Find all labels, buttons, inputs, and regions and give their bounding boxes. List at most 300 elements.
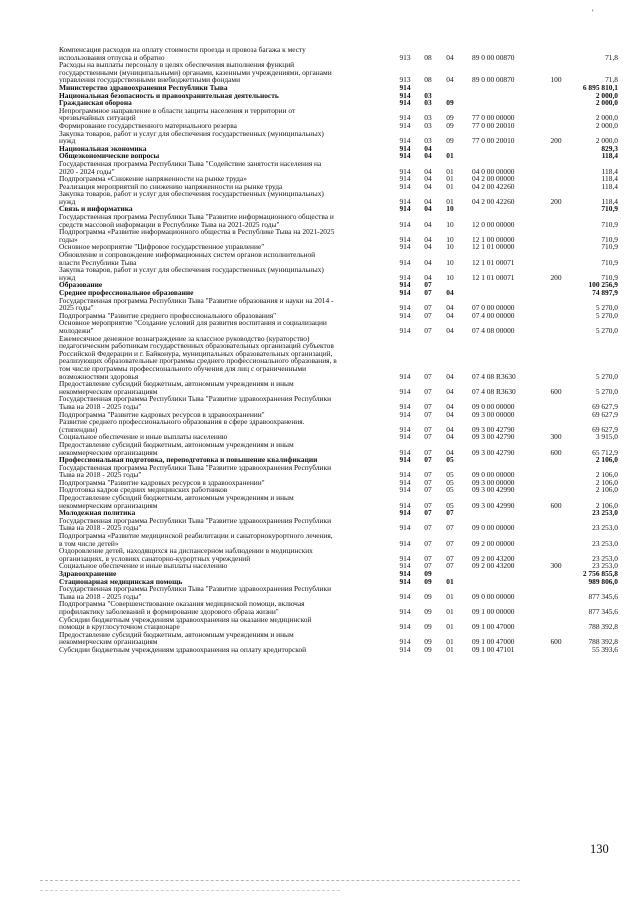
row-amount: 3 915,0 [595,432,618,442]
row-section-code: 09 [424,606,432,616]
table-row [0,46,639,61]
row-subsection-code: 01 [446,196,454,206]
row-grbs-code: 914 [399,257,411,267]
row-description: Компенсация расходов на оплату стоимости проезда и провоза багажа к месту использования отпуска и обратно [59,45,306,62]
row-grbs-code: 914 [399,432,411,442]
row-amount: 118,4 [601,166,618,176]
row-target-article: 04 2 00 00000 [472,174,515,184]
row-target-article: 04 2 00 42260 [472,196,515,206]
row-subsection-code: 09 [446,98,454,108]
row-expense-type: 100 [550,75,562,85]
row-subsection-code: 07 [446,561,454,571]
row-section-code: 03 [424,98,432,108]
row-section-code: 07 [424,500,432,510]
row-subsection-code: 01 [446,576,454,586]
row-grbs-code: 914 [399,234,411,244]
row-description: Основное мероприятие "Цифровое государственное управление" [59,242,265,252]
row-subsection-code: 09 [446,113,454,123]
row-subsection-code: 04 [446,52,454,62]
row-description: Профессиональная подготовка, переподготовка и повышение квалификации [59,455,318,465]
row-amount: 2 000,0 [595,90,618,100]
row-target-article: 07 4 00 00000 [472,310,515,320]
row-target-article: 04 2 00 42260 [472,181,515,191]
row-amount: 5 270,0 [595,386,618,396]
row-description: Предоставление субсидий бюджетным, автономным учреждениям и иным некоммерческим организациям [59,439,294,457]
row-section-code: 04 [424,219,432,229]
row-section-code: 07 [424,280,432,290]
page-number: 130 [590,842,609,856]
row-subsection-code: 07 [446,538,454,548]
row-amount: 2 106,0 [595,455,618,465]
row-grbs-code: 913 [399,75,411,85]
row-section-code: 09 [424,591,432,601]
row-grbs-code: 914 [399,447,411,457]
row-description: Предоставление субсидий бюджетным, автономным учреждениям и иным некоммерческим организациям [59,493,294,510]
row-grbs-code: 914 [399,196,411,206]
row-target-article: 12 1 01 00071 [472,272,515,282]
row-subsection-code: 09 [446,136,454,146]
row-subsection-code: 05 [446,477,454,487]
row-expense-type: 200 [550,136,562,146]
row-grbs-code: 914 [399,606,411,616]
row-section-code: 04 [424,234,432,244]
row-grbs-code: 914 [399,113,411,123]
table-row [0,646,639,654]
row-subsection-code: 01 [446,181,454,191]
row-section-code: 09 [424,576,432,586]
row-target-article: 09 3 00 42790 [472,432,515,442]
row-amount: 2 106,0 [595,485,618,495]
row-amount: 2 000,0 [595,98,618,108]
row-section-code: 03 [424,90,432,100]
row-amount: 118,4 [601,196,618,206]
row-grbs-code: 914 [399,272,411,282]
row-subsection-code: 01 [446,166,454,176]
row-target-article: 09 3 00 42990 [472,485,515,495]
row-description: Основное мероприятие "Создание условий для развития воспитания и социализации молодежи" [59,318,327,335]
row-section-code: 04 [424,272,432,282]
row-subsection-code: 09 [446,120,454,130]
row-section-code: 07 [424,447,432,457]
row-target-article: 77 0 00 20010 [472,120,515,130]
row-grbs-code: 914 [399,98,411,108]
row-section-code: 03 [424,120,432,130]
row-description: Министерство здравоохранения Республики Тыва [59,82,228,92]
row-amount: 23 253,0 [592,523,618,533]
row-grbs-code: 914 [399,477,411,487]
row-description: Предоставление субсидий бюджетным, автономным учреждениям и иным некоммерческим организациям [59,629,294,647]
row-amount: 23 253,0 [592,561,618,571]
table-row [0,494,639,509]
row-amount: 118,4 [601,174,618,184]
row-amount: 710,9 [601,257,618,267]
row-description: Развитие среднего профессионального образования в сфере здравоохранения. (стипендии) [59,417,305,434]
row-section-code: 07 [424,553,432,563]
table-row [0,631,639,646]
row-subsection-code: 10 [446,257,454,267]
row-section-code: 09 [424,569,432,579]
row-amount: 2 000,0 [595,136,618,146]
row-amount: 710,9 [601,242,618,252]
row-description: Оздоровление детей, находящихся на диспансерном наблюдении в медицинских организациях, в условиях санаторно-курортных учреждений [59,546,313,563]
row-grbs-code: 914 [399,120,411,130]
row-expense-type: 600 [550,637,562,647]
row-description: Образование [59,280,103,290]
row-grbs-code: 914 [399,371,411,381]
row-subsection-code: 04 [446,424,454,434]
row-grbs-code: 914 [399,561,411,571]
row-amount: 69 627,9 [592,424,618,434]
row-description: Закупка товаров, работ и услуг для обеспечения государственных (муниципальных) нужд [59,128,324,146]
row-amount: 5 270,0 [595,325,618,335]
row-section-code: 04 [424,174,432,184]
row-section-code: 07 [424,432,432,442]
row-description: Связь и информатика [59,204,133,214]
row-target-article: 09 3 00 42790 [472,447,515,457]
row-grbs-code: 914 [399,401,411,411]
row-grbs-code: 914 [399,174,411,184]
row-section-code: 04 [424,151,432,161]
row-grbs-code: 914 [399,219,411,229]
row-grbs-code: 914 [399,500,411,510]
row-section-code: 04 [424,181,432,191]
table-row [0,418,639,433]
row-grbs-code: 914 [399,455,411,465]
table-row [0,395,639,410]
table-row [0,585,639,600]
row-subsection-code: 04 [446,325,454,335]
row-section-code: 07 [424,470,432,480]
row-target-article: 89 0 00 00870 [472,75,515,85]
row-description: Государственная программа Республики Тыва "Развитие информационного общества и средств массовой информации в Республике Тыва на 2021-2025 годы" [59,212,334,229]
row-grbs-code: 913 [399,52,411,62]
row-description: Подпрограмма "Развитие среднего профессионального образования" [59,310,277,320]
row-description: Предоставление субсидий бюджетным, автономным учреждениям и иным некоммерческим организациям [59,379,294,396]
row-section-code: 07 [424,288,432,298]
row-amount: 788 392,8 [588,637,618,647]
row-target-article: 07 4 08 R3630 [472,386,516,396]
row-section-code: 04 [424,166,432,176]
row-section-code: 07 [424,325,432,335]
row-target-article: 09 3 00 42790 [472,424,515,434]
row-description: Государственная программа Республики Тыва "Развитие здравоохранения Республики Тыва на 2018 - 2025 годы" [59,394,332,411]
row-target-article: 04 0 00 00000 [472,166,515,176]
row-subsection-code: 04 [446,371,454,381]
row-subsection-code: 01 [446,644,454,654]
row-subsection-code: 05 [446,470,454,480]
table-row [0,441,639,456]
row-description: Государственная программа Республики Тыва "Развитие образования и науки на 2014 - 2025 годы" [59,295,334,313]
row-target-article: 09 3 00 42990 [472,500,515,510]
row-section-code: 03 [424,136,432,146]
row-grbs-code: 914 [399,280,411,290]
row-section-code: 04 [424,242,432,252]
row-subsection-code: 04 [446,447,454,457]
row-amount: 69 627,9 [592,409,618,419]
table-row [0,251,639,266]
row-amount: 710,9 [601,234,618,244]
row-amount: 788 392,8 [588,622,618,632]
row-target-article: 09 2 00 43200 [472,553,515,563]
row-target-article: 12 0 00 00000 [472,219,515,229]
row-subsection-code: 10 [446,242,454,252]
footer-divider-secondary [40,890,340,891]
row-description: Государственная программа Республики Тыва "Содействие занятости населения на 2020 - 2024 годы" [59,158,322,176]
row-grbs-code: 914 [399,143,411,153]
row-description: Субсидии бюджетным учреждениям здравоохранения на оказание медицинской помощи в круглосуточном стационаре [59,614,312,632]
row-subsection-code: 10 [446,219,454,229]
row-target-article: 09 0 00 00000 [472,470,515,480]
row-amount: 5 270,0 [595,303,618,313]
row-section-code: 07 [424,409,432,419]
row-grbs-code: 914 [399,166,411,176]
row-grbs-code: 914 [399,409,411,419]
row-subsection-code: 01 [446,151,454,161]
table-row [0,266,639,281]
row-grbs-code: 914 [399,485,411,495]
row-description: Подпрограмма «Развитие медицинской реабилитации и санаторнокурортного лечения, в том числе детей» [59,531,333,548]
row-grbs-code: 914 [399,591,411,601]
row-grbs-code: 914 [399,569,411,579]
row-grbs-code: 914 [399,151,411,161]
row-amount: 71,8 [605,75,618,85]
row-description: Государственная программа Республики Тыва "Развитие здравоохранения Республики Тыва на 2018 - 2025 годы" [59,515,332,533]
row-amount: 71,8 [605,52,618,62]
row-expense-type: 600 [550,386,562,396]
row-expense-type: 300 [550,432,562,442]
row-subsection-code: 05 [446,485,454,495]
row-grbs-code: 914 [399,82,411,92]
row-subsection-code: 01 [446,622,454,632]
row-description: Подпрограмма "Развитие кадровых ресурсов в здравоохранении" [59,477,265,487]
row-amount: 2 106,0 [595,500,618,510]
row-section-code: 07 [424,561,432,571]
row-description: Общеэкономические вопросы [59,151,160,161]
row-section-code: 07 [424,508,432,518]
row-subsection-code: 04 [446,432,454,442]
row-amount: 5 270,0 [595,310,618,320]
row-amount: 5 270,0 [595,371,618,381]
row-target-article: 09 2 00 00000 [472,538,515,548]
row-target-article: 12 1 01 00000 [472,242,515,252]
row-subsection-code: 05 [446,455,454,465]
table-row [0,297,639,312]
row-grbs-code: 914 [399,538,411,548]
row-description: Подготовка кадров средних медицинских работников [59,485,228,495]
table-row [0,464,639,479]
row-description: Ежемесячное денежное вознаграждение за классное руководство (кураторство) педагогическим работникам государственных образовательных организаций субъектов Российской Федерации и г. Байконура, муниципальных образовательных организаций, реализующих образовательные программы среднего профессионального образования, в том числе программы профессионального обучения для лиц с ограниченными возможностями здоровья [59,333,337,381]
row-grbs-code: 914 [399,204,411,214]
row-amount: 877 345,6 [588,591,618,601]
row-amount: 710,9 [601,272,618,282]
row-grbs-code: 914 [399,288,411,298]
row-target-article: 09 1 00 47101 [472,644,515,654]
row-amount: 989 806,0 [588,576,618,586]
row-description: Подпрограмма «Снижение напряженности на рынке труда» [59,174,247,184]
row-grbs-code: 914 [399,303,411,313]
row-expense-type: 600 [550,447,562,457]
row-description: Закупка товаров, работ и услуг для обеспечения государственных (муниципальных) нужд [59,265,324,282]
row-target-article: 09 0 00 00000 [472,591,515,601]
row-subsection-code: 04 [446,310,454,320]
row-amount: 829,3 [601,143,618,153]
row-target-article: 77 0 00 20010 [472,136,515,146]
row-amount: 710,9 [601,219,618,229]
row-target-article: 09 3 00 00000 [472,477,515,487]
row-description: Формирование государственного материального резерва [59,120,237,130]
row-target-article: 89 0 00 00870 [472,52,515,62]
table-row [0,517,639,532]
row-amount: 65 712,9 [592,447,618,457]
row-amount: 118,4 [601,151,618,161]
row-amount: 23 253,0 [592,538,618,548]
row-target-article: 12 1 01 00071 [472,257,515,267]
row-description: Национальная безопасность и правоохранительная деятельность [59,90,279,100]
row-section-code: 07 [424,386,432,396]
row-section-code: 07 [424,523,432,533]
row-grbs-code: 914 [399,310,411,320]
row-grbs-code: 914 [399,136,411,146]
row-section-code: 09 [424,637,432,647]
row-expense-type: 300 [550,561,562,571]
row-subsection-code: 04 [446,409,454,419]
row-description: Стационарная медицинская помощь [59,576,183,586]
row-amount: 877 345,6 [588,606,618,616]
row-grbs-code: 914 [399,181,411,191]
row-section-code: 07 [424,371,432,381]
row-grbs-code: 914 [399,90,411,100]
row-description: Подпрограмма «Развитие информационного общества в Республике Тыва на 2021-2025 годы» [59,227,335,244]
table-row [0,532,639,547]
row-expense-type: 200 [550,272,562,282]
row-target-article: 07 4 08 R3630 [472,371,516,381]
row-subsection-code: 04 [446,75,454,85]
row-grbs-code: 914 [399,553,411,563]
row-subsection-code: 07 [446,508,454,518]
row-target-article: 07 0 00 00000 [472,303,515,313]
row-target-article: 09 3 00 00000 [472,409,515,419]
row-grbs-code: 914 [399,576,411,586]
footer-divider [40,880,520,881]
row-amount: 6 895 810,1 [582,82,618,92]
row-description: Государственная программа Республики Тыва "Развитие здравоохранения Республики Тыва на 2018 - 2025 годы" [59,584,332,601]
row-description: Реализация мероприятий по снижению напряженности на рынке труда [59,181,283,191]
row-description: Социальное обеспечение и иные выплаты населению [59,561,228,571]
row-amount: 23 253,0 [592,553,618,563]
row-grbs-code: 914 [399,508,411,518]
row-section-code: 03 [424,113,432,123]
row-subsection-code: 01 [446,591,454,601]
row-description: Подпрограмма "Совершенствование оказания медицинской помощи, включая профилактику заболеваний и формирование здорового образа жизни" [59,599,305,616]
row-amount: 2 000,0 [595,120,618,130]
row-subsection-code: 01 [446,606,454,616]
row-subsection-code: 04 [446,401,454,411]
row-description: Обновление и сопровождение информационных систем органов исполнительной власти Республики Тыва [59,250,316,267]
row-description: Субсидии бюджетным учреждениям здравоохранения на оплату кредиторской [59,644,307,654]
row-section-code: 07 [424,310,432,320]
row-amount: 74 897,9 [592,288,618,298]
row-subsection-code: 05 [446,500,454,510]
row-amount: 2 000,0 [595,113,618,123]
row-description: Социальное обеспечение и иные выплаты населению [59,432,228,442]
row-grbs-code: 914 [399,644,411,654]
row-grbs-code: 914 [399,523,411,533]
row-target-article: 09 0 00 00000 [472,523,515,533]
row-description: Гражданская оборона [59,98,132,108]
row-section-code: 07 [424,538,432,548]
row-grbs-code: 914 [399,325,411,335]
row-target-article: 09 1 00 00000 [472,606,515,616]
row-subsection-code: 10 [446,234,454,244]
table-row [0,107,639,122]
row-description: Молодежная политика [59,508,136,518]
table-row [0,335,639,381]
row-section-code: 04 [424,196,432,206]
row-description: Закупка товаров, работ и услуг для обеспечения государственных (муниципальных) нужд [59,189,324,206]
table-row [0,600,639,615]
table-row [0,228,639,243]
row-section-code: 04 [424,143,432,153]
row-expense-type: 600 [550,500,562,510]
row-section-code: 07 [424,477,432,487]
row-description: Подпрограмма "Развитие кадровых ресурсов в здравоохранении" [59,409,265,419]
row-subsection-code: 07 [446,553,454,563]
row-amount: 55 393,6 [592,644,618,654]
row-target-article: 77 0 00 00000 [472,113,515,123]
row-subsection-code: 01 [446,637,454,647]
row-description: Непрограммное направление в области защиты населения и территории от чрезвычайных ситуаций [59,105,296,123]
table-row [0,213,639,228]
table-row [0,61,639,84]
row-section-code: 07 [424,303,432,313]
table-row [0,190,639,205]
row-amount: 2 756 855,8 [582,569,618,579]
row-subsection-code: 04 [446,303,454,313]
row-section-code: 09 [424,622,432,632]
row-section-code: 07 [424,455,432,465]
row-target-article: 07 4 08 00000 [472,325,515,335]
row-section-code: 07 [424,424,432,434]
row-target-article: 12 1 00 00000 [472,234,515,244]
row-grbs-code: 914 [399,424,411,434]
row-section-code: 04 [424,204,432,214]
row-amount: 2 106,0 [595,470,618,480]
row-grbs-code: 914 [399,622,411,632]
row-description: Среднее профессиональное образование [59,288,194,298]
top-mark: ' [592,8,594,17]
row-grbs-code: 914 [399,637,411,647]
row-section-code: 04 [424,257,432,267]
table-row [0,547,639,562]
row-description: Национальная экономика [59,143,147,153]
row-grbs-code: 914 [399,242,411,252]
row-target-article: 09 1 00 47000 [472,637,515,647]
row-amount: 118,4 [601,181,618,191]
row-description: Здравоохранение [59,569,117,579]
row-target-article: 09 0 00 00000 [472,401,515,411]
row-section-code: 09 [424,644,432,654]
row-expense-type: 200 [550,196,562,206]
row-amount: 2 106,0 [595,477,618,487]
row-description: Государственная программа Республики Тыва "Развитие здравоохранения Республики Тыва на 2018 - 2025 годы" [59,462,332,480]
table-row [0,130,639,145]
row-grbs-code: 914 [399,470,411,480]
row-subsection-code: 01 [446,174,454,184]
table-row [0,319,639,334]
row-target-article: 09 2 00 43200 [472,561,515,571]
row-subsection-code: 07 [446,523,454,533]
row-section-code: 07 [424,485,432,495]
